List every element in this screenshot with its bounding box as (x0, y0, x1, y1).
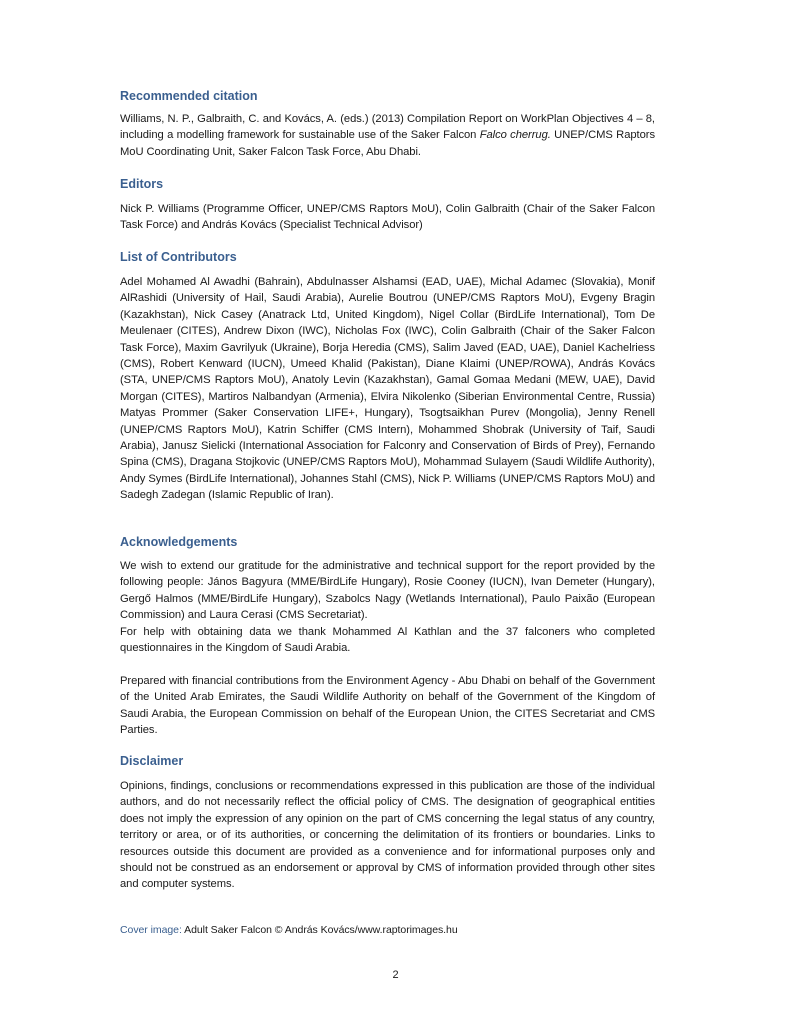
cover-image-text: Adult Saker Falcon © András Kovács/www.raptorimages.hu (181, 924, 458, 936)
contributors-text: Adel Mohamed Al Awadhi (Bahrain), Abdulnasser Alshamsi (EAD, UAE), Michal Adamec (Slovakia), Monif AlRashidi (University of Hail, Saudi Arabia), Aurelie Boutrou (UNEP/CMS Raptors MoU), Evgeny Bragin (Kazakhstan), Nick Casey (Anatrack Ltd, United Kingdom), Nigel Collar (BirdLife International), Tom De Meulenaer (CITES), Andrew Dixon (IWC), Nicholas Fox (IWC), Colin Galbraith (Chair of the Saker Falcon Task Force), Maxim Gavrilyuk (Ukraine), Borja Heredia (CMS), Salim Javed (EAD, UAE), Daniel Kachelriess (CMS), Robert Kenward (IUCN), Umeed Khalid (Pakistan), Diane Klaimi (UNEP/ROWA), András Kovács (STA, UNEP/CMS Raptors MoU), Anatoly Levin (Kazakhstan), Gamal Gomaa Medani (MEW, UAE), David Morgan (CITES), Martiros Nalbandyan (Armenia), Elvira Nikolenko (Siberian Environmental Centre, Russia) Matyas Prommer (Saker Conservation LIFE+, Hungary), Tsogtsaikhan Purev (Mongolia), Jenny Renell (UNEP/CMS Raptors MoU), Katrin Schiffer (CMS Intern), Mohammed Shobrak (University of Taif, Saudi Arabia), Janusz Sielicki (International Association for Falconry and Conservation of Birds of Prey), Fernando Spina (CMS), Dragana Stojkovic (UNEP/CMS Raptors MoU), Mohammad Sulayem (Saudi Wildlife Authority), Andy Symes (BirdLife International), Johannes Stahl (CMS), Nick P. Williams (UNEP/CMS Raptors MoU) and Sadegh Zadegan (Islamic Republic of Iran). (120, 276, 655, 502)
citation-species-italic: Falco cherrug. (479, 129, 551, 142)
disclaimer-heading: Disclaimer (120, 754, 184, 768)
editors-heading: Editors (120, 177, 164, 191)
cover-image-credit (120, 922, 655, 938)
acknowledgements-para-2: For help with obtaining data we thank Mohammed Al Kathlan and the 37 falconers who completed questionnaires in the Kingdom of Saudi Arabia. (120, 626, 655, 655)
citation-text (120, 111, 655, 160)
citation-text-end: UNEP/CMS Raptors MoU Coordinating Unit, Saker Falcon Task Force, Abu Dhabi. (120, 129, 655, 158)
page-number: 2 (392, 969, 399, 981)
contributors-heading: List of Contributors (120, 250, 237, 264)
acknowledgements-para-1: We wish to extend our gratitude for the administrative and technical support for the report provided by the following people: János Bagyura (MME/BirdLife Hungary), Rosie Cooney (IUCN), Ivan Demeter (Hungary), Gergő Halmos (MME/BirdLife Hungary), Szabolcs Nagy (Wetlands International), Paulo Paixão (European Commission) and Laura Cerasi (CMS Secretariat). (120, 560, 655, 622)
cover-image-label: Cover image: (120, 924, 182, 936)
citation-text-main: Williams, N. P., Galbraith, C. and Kovács, A. (eds.) (2013) Compilation Report on WorkPlan Objectives 4 – 8, including a modelling framework for sustainable use of the Saker Falcon (120, 113, 655, 142)
editors-text: Nick P. Williams (Programme Officer, UNEP/CMS Raptors MoU), Colin Galbraith (Chair of the Saker Falcon Task Force) and András Kovács (Specialist Technical Advisor) (120, 203, 655, 232)
acknowledgements-para-3: Prepared with financial contributions from the Environment Agency - Abu Dhabi on behalf of the Government of the United Arab Emirates, the Saudi Wildlife Authority on behalf of the Government of the Kingdom of Saudi Arabia, the European Commission on behalf of the European Union, the CITES Secretariat and CMS Parties. (120, 675, 655, 737)
disclaimer-text: Opinions, findings, conclusions or recommendations expressed in this publication are those of the individual authors, and do not necessarily reflect the official policy of CMS. The designation of geographical entities does not imply the expression of any opinion on the part of CMS concerning the legal status of any country, territory or area, or of its authorities, or concerning the delimitation of its frontiers or boundaries. Links to resources outside this document are provided as a convenience and for informational purposes only and should not be construed as an endorsement or approval by CMS of information provided through other sites and computer systems. (120, 780, 655, 891)
citation-heading: Recommended citation (120, 89, 258, 103)
acknowledgements-heading: Acknowledgements (120, 535, 238, 549)
